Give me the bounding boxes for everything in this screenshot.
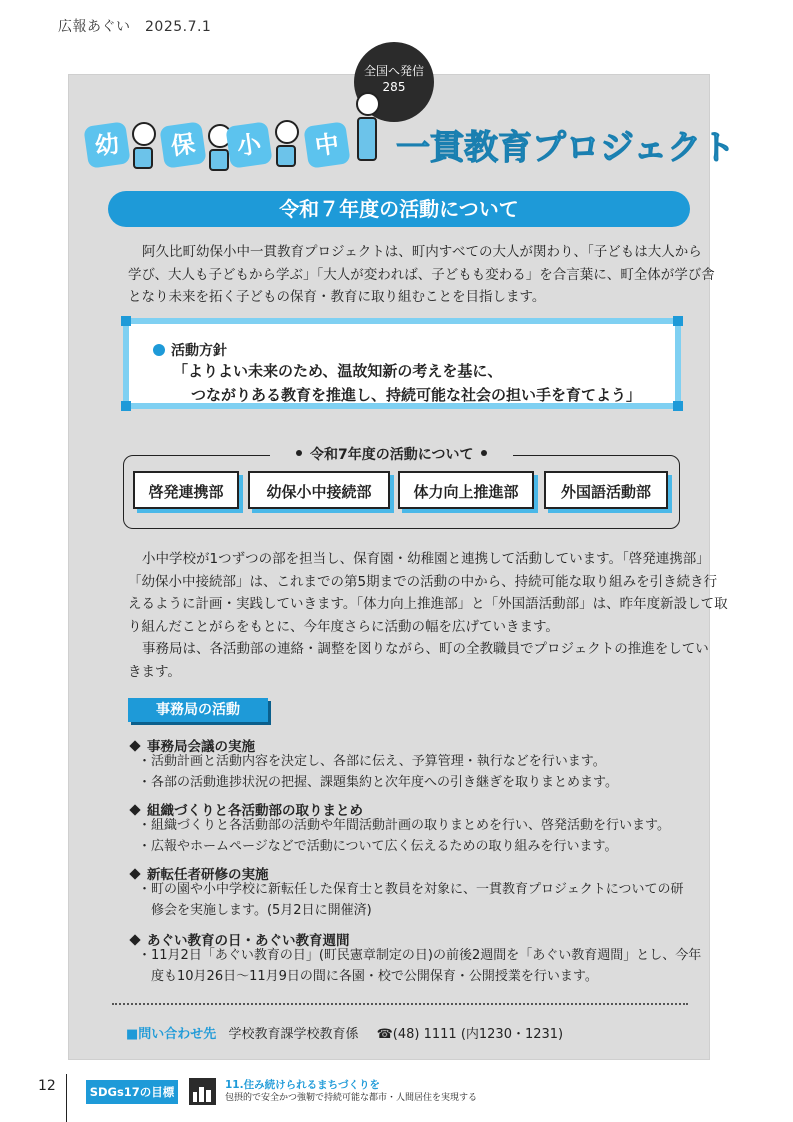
body-line: 「幼保小中接続部」は、これまでの第5期までの活動の中から、持続可能な取り組みを引き続き行 [128, 573, 718, 590]
header-text: 広報あぐい 2025.7.1 [58, 19, 212, 35]
policy-line1: 「よりよい未来のため、温故知新の考えを基に、 [173, 362, 503, 380]
intro-line: となり未来を拓く子どもの保育・教育に取り組むことを目指します。 [128, 289, 546, 305]
dept-keihatsu: 啓発連携部 [133, 471, 239, 509]
body-paragraph [128, 548, 728, 683]
intro-paragraph [128, 241, 715, 309]
title-char-1: 幼 [83, 121, 130, 168]
dept-gaikokugo: 外国語活動部 [544, 471, 668, 509]
list-item: 修会を実施します。(5月2日に開催済) [138, 903, 372, 918]
body-line: えるように計画・実践していきます。「体力向上推進部」と「外国語活動部」は、昨年度新設して取 [128, 596, 728, 612]
body-line: り組んだことがらをもとに、今年度さらに活動の幅を広げていきます。 [128, 618, 559, 635]
badge-line1: 全国へ発信 [363, 64, 424, 78]
office-section-title: 事務局会議の実施 [128, 735, 255, 755]
sdg-goal-title: 11.住み続けられるまちづくりを [225, 1079, 380, 1091]
list-item: ・11月2日「あぐい教育の日」(町民憲章制定の日)の前後2週間を「あぐい教育週間」とし、今年 [138, 948, 702, 963]
section-banner: 令和７年度の活動について [108, 191, 690, 227]
body-line: 事務局は、各活動部の連絡・調整を図りながら、町の全教職員でプロジェクトの推進をしてい [142, 641, 709, 657]
diamond-bullet-icon [129, 934, 140, 945]
list-item: ・活動計画と活動内容を決定し、各部に伝え、予算管理・執行などを行います。 [138, 754, 606, 769]
contact-dept: 学校教育課学校教育係 [228, 1027, 359, 1042]
teen-figure-icon [356, 92, 378, 162]
contact-info [126, 1023, 563, 1042]
list-item: 度も10月26日～11月9日の間に各園・校で公開保育・公開授業を行います。 [138, 969, 598, 984]
office-heading: 事務局の活動 [128, 698, 268, 722]
contact-label: ■問い合わせ先 [126, 1027, 217, 1042]
departments-title: 令和7年度の活動について [270, 444, 513, 464]
sdgs-label: SDGs17の目標 [86, 1080, 178, 1104]
office-section-items [138, 815, 670, 857]
intro-line: 学び、大人も子どもから学ぶ」「大人が変われば、子どもも変わる」を合言葉に、町全体が学び舎 [128, 266, 715, 283]
office-section-items [138, 945, 701, 987]
title-char-2: 保 [159, 121, 206, 168]
office-section-items [138, 879, 683, 921]
list-item: ・組織づくりと各活動部の活動や年間活動計画の取りまとめを行い、啓発活動を行います。 [138, 818, 670, 833]
contact-phone: ☎(48) 1111 (内1230・1231) [376, 1027, 564, 1042]
sdg-goal-desc: 包摂的で安全かつ強靭で持続可能な都市・人間居住を実現する [225, 1093, 478, 1103]
badge-number: 285 [382, 80, 406, 94]
student-figure-icon [275, 120, 297, 164]
title-main-text: 一貫教育プロジェクト [396, 128, 736, 168]
body-line: きます。 [128, 663, 181, 680]
dotted-divider [112, 1003, 688, 1005]
policy-label: 活動方針 [153, 340, 227, 360]
office-section-items [138, 751, 618, 793]
body-line: 小中学校が1つずつの部を担当し、保育園・幼稚園と連携して活動しています。「啓発連携部」 [142, 551, 710, 567]
dept-setsuzoku: 幼保小中接続部 [248, 471, 390, 509]
dept-tairyoku: 体力向上推進部 [398, 471, 534, 509]
intro-line: 阿久比町幼保小中一貫教育プロジェクトは、町内すべての大人が関わり、「子どもは大人から [142, 244, 702, 260]
bullet-dot-icon [153, 344, 165, 356]
title-char-3: 小 [225, 121, 272, 168]
page-number: 12 [38, 1078, 56, 1094]
list-item: ・広報やホームページなどで活動について広く伝えるための取り組みを行います。 [138, 839, 618, 854]
diamond-bullet-icon [129, 740, 140, 751]
page-title [80, 120, 740, 176]
office-section-title: 新転任者研修の実施 [128, 863, 269, 883]
policy-box [123, 318, 681, 409]
child-figure-icon [132, 122, 154, 166]
list-item: ・町の園や小中学校に新転任した保育士と教員を対象に、一貫教育プロジェクトについての研 [138, 882, 684, 897]
office-section-title: 組織づくりと各活動部の取りまとめ [128, 799, 363, 819]
title-char-4: 中 [303, 121, 350, 168]
office-section-title: あぐい教育の日・あぐい教育週間 [128, 929, 350, 949]
policy-line2: つながりある教育を推進し、持続可能な社会の担い手を育てよう」 [191, 386, 642, 404]
sdg-goal-11-icon [189, 1078, 216, 1105]
list-item: ・各部の活動進捗状況の把握、課題集約と次年度への引き継ぎを取りまとめます。 [138, 775, 618, 790]
diamond-bullet-icon [129, 868, 140, 879]
footer-divider [66, 1074, 67, 1122]
diamond-bullet-icon [129, 804, 140, 815]
